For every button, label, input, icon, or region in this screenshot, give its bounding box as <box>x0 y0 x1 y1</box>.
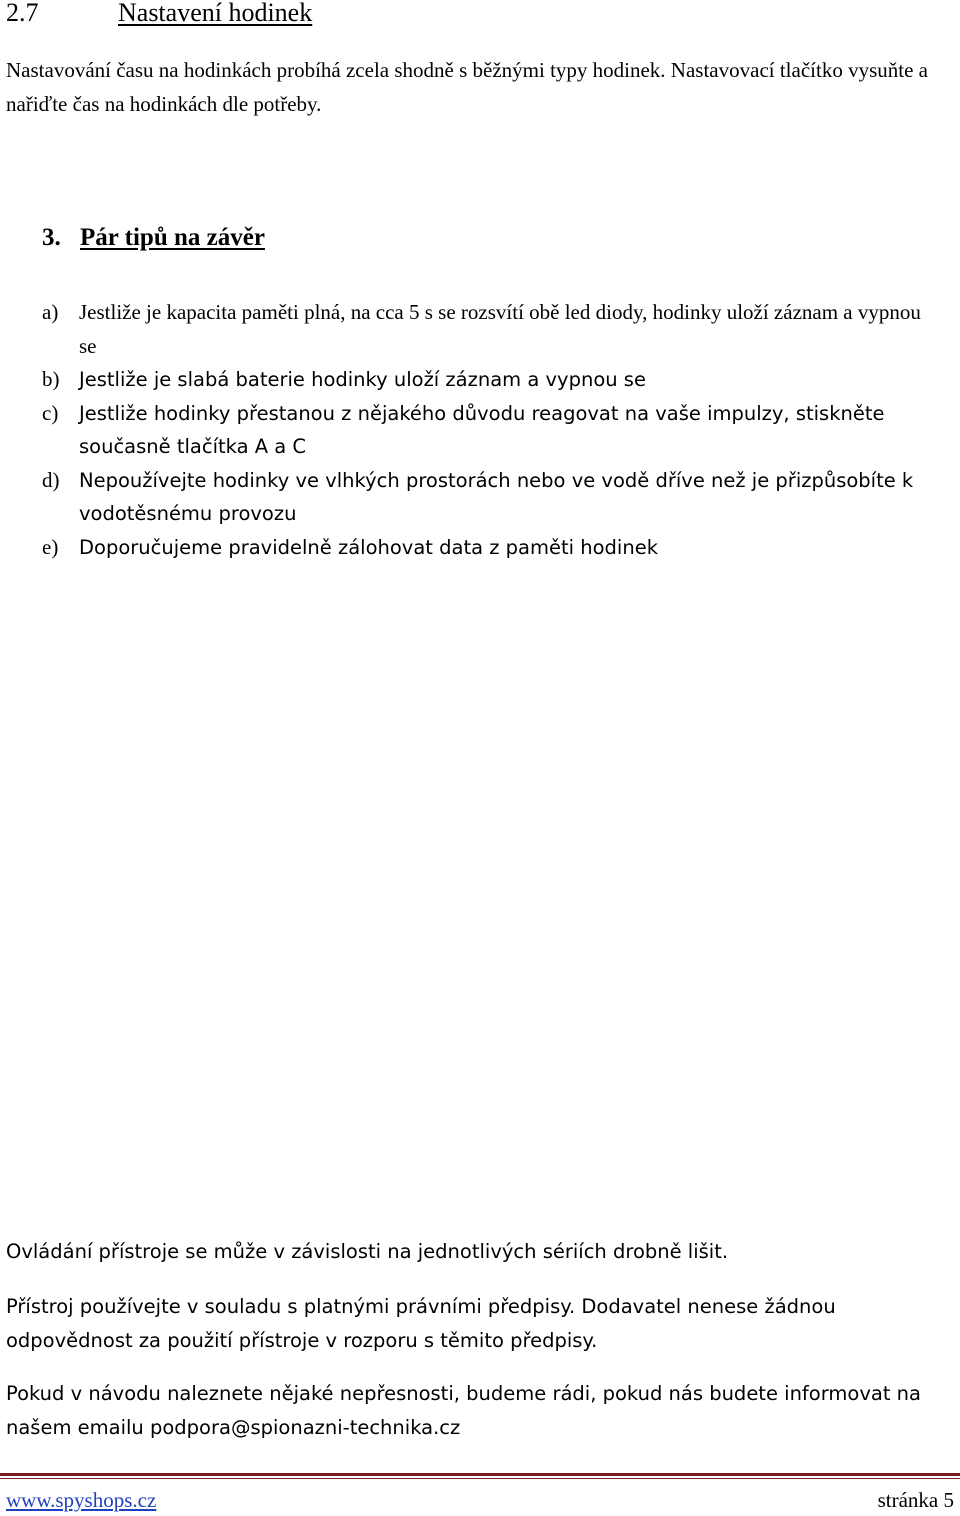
variation-note: Ovládání přístroje se může v závislosti na jednotlivých sériích drobně lišit. <box>6 1240 729 1263</box>
section-title: Pár tipů na závěr <box>80 224 265 251</box>
list-item <box>42 397 942 464</box>
list-marker: e) <box>42 534 59 559</box>
list-marker: b) <box>42 367 60 391</box>
section-heading-3 <box>42 220 265 256</box>
list-item-text: Nepoužívejte hodinky ve vlhkých prostorách nebo ve vodě dříve než je přizpůsobíte k vodotěsnému provozu <box>79 468 914 525</box>
list-item-text: Jestliže je kapacita paměti plná, na cca 5 s se rozsvítí obě led diody, hodinky uloží záznam a vypnou se <box>79 300 921 358</box>
list-item <box>42 531 942 565</box>
section-heading-2-7 <box>6 0 312 30</box>
section-number: 3. <box>42 224 61 251</box>
list-item-text: Doporučujeme pravidelně zálohovat data z paměti hodinek <box>79 535 658 559</box>
section-title: Nastavení hodinek <box>118 0 313 27</box>
list-marker: a) <box>42 300 59 324</box>
list-item <box>42 363 942 397</box>
list-item-text: Jestliže hodinky přestanou z nějakého důvodu reagovat na vaše impulzy, stiskněte současně tlačítka A a C <box>79 401 885 458</box>
settings-paragraph: Nastavování času na hodinkách probíhá zcela shodně s běžnými typy hodinek. Nastavovací tlačítko vysuňte a nařiďte čas na hodinkách dle potřeby. <box>6 58 928 116</box>
list-marker: d) <box>42 467 60 492</box>
list-item-text: Jestliže je slabá baterie hodinky uloží záznam a vypnou se <box>79 368 646 391</box>
page-number: stránka 5 <box>877 1488 954 1512</box>
legal-note: Přístroj používejte v souladu s platnými právními předpisy. Dodavatel nenese žádnou odpovědnost za použití přístroje v rozporu s těmito předpisy. <box>6 1295 836 1352</box>
list-item <box>42 296 942 363</box>
list-marker: c) <box>42 400 59 425</box>
list-item <box>42 464 942 531</box>
website-link[interactable]: www.spyshops.cz <box>6 1488 157 1512</box>
tips-list <box>42 296 942 564</box>
section-number: 2.7 <box>6 0 39 27</box>
footer-divider <box>0 1473 960 1476</box>
contact-note: Pokud v návodu naleznete nějaké nepřesnosti, budeme rádi, pokud nás budete informovat na našem emailu podpora@spionazni-technika.cz <box>6 1382 921 1439</box>
footer-divider-thin <box>0 1478 960 1479</box>
